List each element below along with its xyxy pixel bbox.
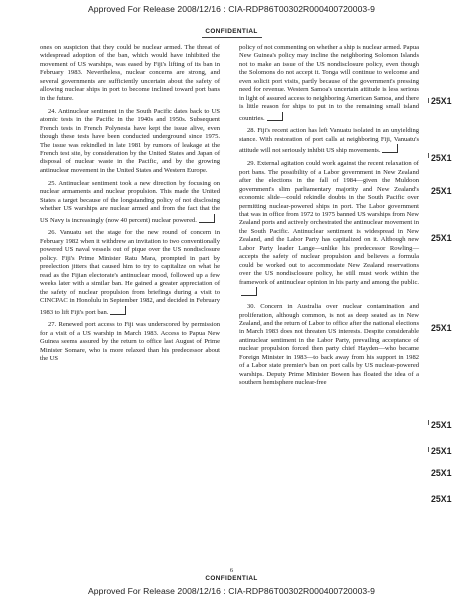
paragraph-27: 27. Renewed port access to Fiji was underscored by permission for a visit of a US warship in March 1983. Access to Papua New Guinea seems assured by the return to office last August of Prime Minister Somare, who is more relaxed than his predecessor about the US bbox=[40, 321, 220, 363]
paragraph-30: 30. Concern in Australia over nuclear contamination and proliferation, although common, is not as deep seated as in New Zealand, and the return of Labor to office after the national elections in March 1983 does not threaten US interests. Despite considerable antinuclear sentiment in the Labor Party, prevailing acceptance of nuclear propulsion forced then party chief Hayden—who became Foreign Minister in 1983—to back away from his support in 1982 of a Labor state premier's ban on port calls by US nuclear-powered warships. Deputy Prime Minister Bowen has floated the idea of a southern hemisphere nuclear-free bbox=[239, 303, 419, 387]
right-column bbox=[239, 44, 419, 392]
page-number: 6 bbox=[229, 567, 234, 574]
margin-mark-25x1: 25X1 bbox=[431, 446, 452, 456]
margin-mark-25x1: 25X1 bbox=[431, 186, 452, 196]
redaction-box bbox=[241, 287, 257, 296]
redaction-box bbox=[199, 214, 215, 223]
paragraph-continued: ones on suspicion that they could be nuclear armed. The threat of widespread adoption of the ban, which would have inhibited the movement of US warships, was eased by Fiji's lifting of its ban in February 1983. Nevertheless, nuclear concerns are strong, and several governments are sufficiently uncertain about the safety of allowing nuclear ships in port to become inclined toward port bans in the future. bbox=[40, 44, 220, 102]
redaction-edge bbox=[428, 153, 429, 158]
margin-mark-25x1: 25X1 bbox=[431, 323, 452, 333]
redaction-edge bbox=[428, 98, 429, 103]
paragraph-29: 29. External agitation could work against the recent relaxation of port bans. The possibility of a Labor government in New Zealand after the elections in the fall of 1984—given the Muldoon government's slim parliamentary majority and New Zealand's economic slide—could rekindle doubts in the South Pacific over permitting nuclear-powered ships in port. The Labor government that was in office from 1972 to 1975 banned US warships from New Zealand ports and actively orchestrated the antinuclear movement in the South Pacific. Antinuclear sentiment is widespread in New Zealand, and the Labor Party has capitalized on it. Although new Labor Party leader Lange—unlike his predecessor Rowling—accepts the safety of nuclear propulsion and believes a formula could be worked out to accommodate New Zealand reservations over the US nondisclosure policy, he still must work within the framework of antinuclear opinion in his party and among the public. bbox=[239, 160, 419, 299]
release-banner-top: Approved For Release 2008/12/16 : CIA-RDP86T00302R000400720003-9 bbox=[88, 4, 375, 14]
redaction-box bbox=[382, 144, 398, 153]
release-banner-bottom: Approved For Release 2008/12/16 : CIA-RDP86T00302R000400720003-9 bbox=[88, 586, 375, 596]
paragraph-28: 28. Fiji's recent action has left Vanuatu isolated in an unyielding stance. With restoration of port calls at neighboring Fiji, Vanuatu's attitude will not seriously inhibit US ship movements. bbox=[239, 127, 419, 155]
redaction-edge bbox=[428, 447, 429, 452]
margin-mark-25x1: 25X1 bbox=[431, 96, 452, 106]
paragraph-26: 26. Vanuatu set the stage for the new round of concern in February 1982 when it withdrew an invitation to two conventionally powered US naval vessels out of pique over the US nondisclosure policy. Fiji's Prime Minister Ratu Mara, prompted in part by preelection jitters that caused him to try to capitalize on what he read as the Fijian electorate's antinuclear mood, followed up a few weeks later with a similar ban. He gained a greater appreciation of the safety of nuclear propulsion from briefings during a visit to CINCPAC in Honolulu in September 1982, and decided in February 1983 to lift Fiji's port ban. bbox=[40, 229, 220, 316]
redaction-box bbox=[267, 112, 283, 121]
margin-mark-25x1: 25X1 bbox=[431, 468, 452, 478]
classification-header: CONFIDENTIAL bbox=[0, 28, 463, 35]
margin-mark-25x1: 25X1 bbox=[431, 494, 452, 504]
paragraph-continued-right: policy of not commenting on whether a ship is nuclear armed. Papua New Guinea's policy may incline the neighboring Solomon Islands not to make an issue of the US nondisclosure policy, even though the Solomons do not accept it. Tonga will continue to welcome and even solicit port visits, partly because of the government's pressing need for revenue. Western Samoa's uncertain attitude is less serious in light of assured access to neighboring American Samoa, and there is little reason for ships to put in to the remaining small island countries. bbox=[239, 44, 419, 122]
margin-mark-25x1: 25X1 bbox=[431, 153, 452, 163]
left-column bbox=[40, 44, 220, 368]
paragraph-25: 25. Antinuclear sentiment took a new direction by focusing on nuclear armaments and nuclear propulsion. This made the United States a target because of the longstanding policy of not disclosing whether US warships are nuclear armed and from the fact that the US Navy is increasingly (now 40 percent) nuclear powered. bbox=[40, 179, 220, 224]
margin-mark-25x1: 25X1 bbox=[431, 420, 452, 430]
paragraph-24: 24. Antinuclear sentiment in the South Pacific dates back to US atomic tests in the Pacific in the 1940s and 1950s. Subsequent French tests in French Polynesia have kept the issue alive, even though these tests have been conducted underground since 1975. The issue was rekindled in late 1981 by rumors of leakage at the French test site, by consideration by the United States and Japan of disposal of nuclear waste in the Pacific, and by the growing antinuclear movement in the United States and Western Europe. bbox=[40, 107, 220, 174]
classification-footer: CONFIDENTIAL bbox=[205, 575, 258, 582]
redaction-box bbox=[110, 306, 126, 315]
redaction-edge bbox=[428, 420, 429, 425]
margin-mark-25x1: 25X1 bbox=[431, 233, 452, 243]
